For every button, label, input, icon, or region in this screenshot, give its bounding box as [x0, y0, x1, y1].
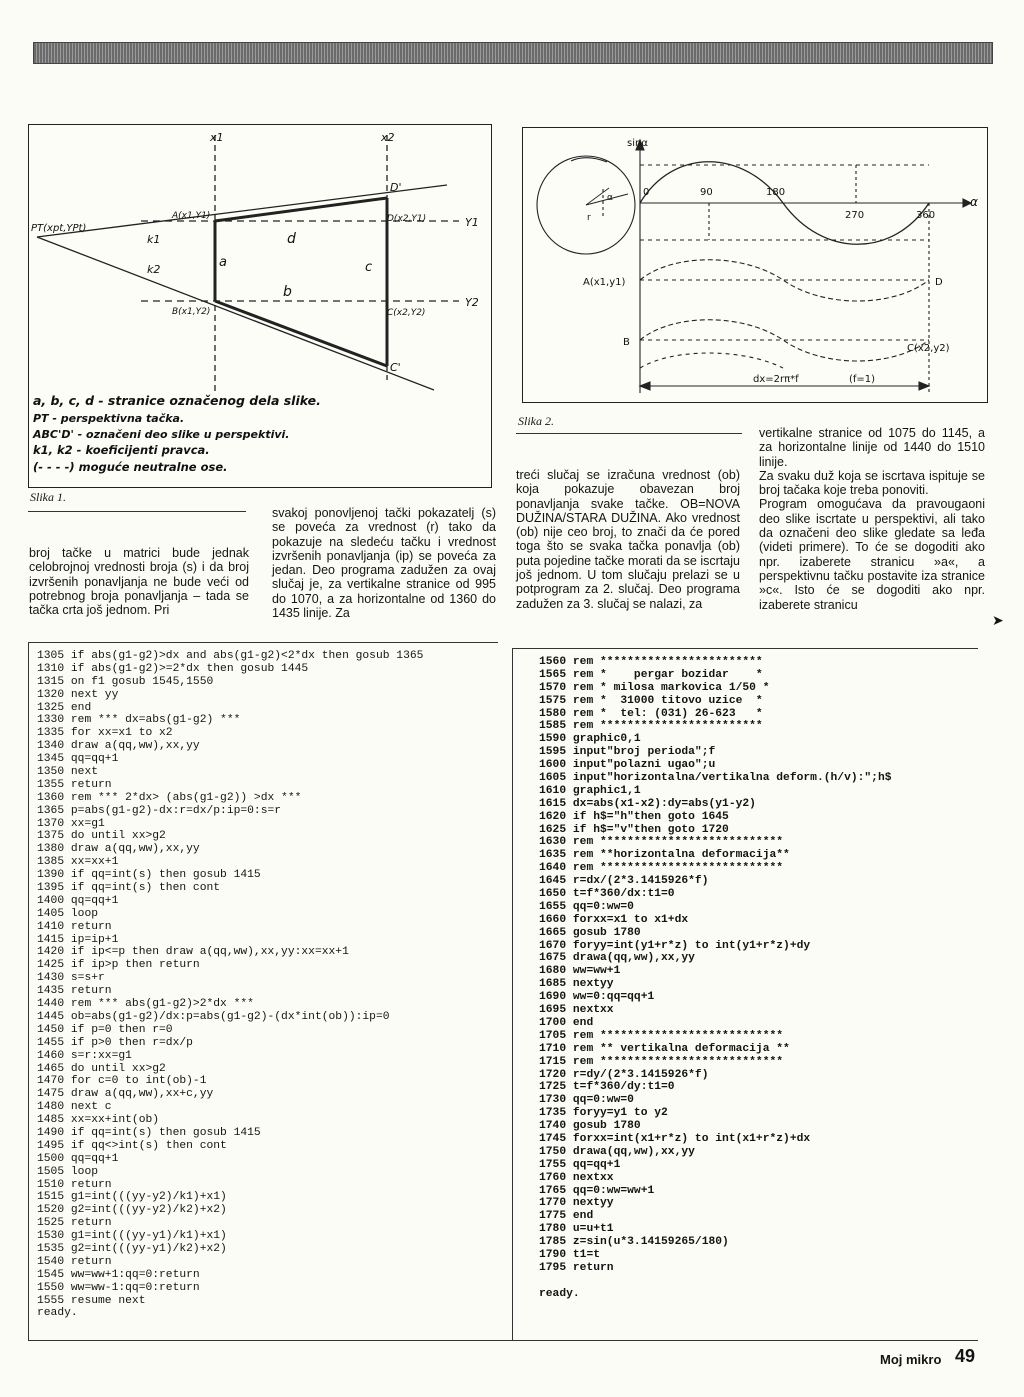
code-line: 1445 ob=abs(g1-g2)/dx:p=abs(g1-g2)-(dx*int(ob)):ip=0	[37, 1010, 390, 1023]
sine-diagram	[523, 128, 987, 402]
code-line: 1485 xx=xx+int(ob)	[37, 1114, 160, 1127]
code-line: 1455 if p>0 then r=dx/p	[37, 1036, 193, 1049]
code-line: 1355 return	[37, 778, 112, 791]
text-column-1: broj tačke u matrici bude jednak celobrojnoj vrednosti broja (s) i da broj izvršenih ponavljanja ne bude veći od potrebnog broja ponavljanja – tada se tačka crta još jednom. Pri	[29, 546, 249, 618]
code-line: ready.	[37, 1307, 78, 1320]
perspective-diagram	[29, 125, 491, 487]
figure-2	[522, 127, 988, 403]
code-line: 1665 gosub 1780	[539, 926, 641, 939]
label-alpha: α	[607, 193, 613, 203]
code-line: 1605 input"horizontalna/vertikalna deform.(h/v):";h$	[539, 772, 892, 785]
figure-2-caption: Slika 2.	[518, 414, 554, 428]
code-line: 1490 if qq=int(s) then gosub 1415	[37, 1126, 261, 1139]
caption-rule	[516, 433, 742, 434]
code-line: 1775 end	[539, 1210, 594, 1223]
code-line: 1475 draw a(qq,ww),xx+c,yy	[37, 1088, 214, 1101]
code-line: 1615 dx=abs(x1-x2):dy=abs(y1-y2)	[539, 797, 756, 810]
label-sin-alpha: sinα	[627, 138, 648, 149]
code-line: 1725 t=f*360/dy:t1=0	[539, 1081, 675, 1094]
label-point-b: B(x1,Y2)	[172, 307, 211, 317]
code-line: 1780 u=u+t1	[539, 1223, 614, 1236]
label-side-b: b	[283, 284, 292, 300]
code-line: 1390 if qq=int(s) then gosub 1415	[37, 869, 261, 882]
code-line: 1415 ip=ip+1	[37, 933, 119, 946]
tick-360: 360	[916, 210, 936, 221]
code-line: 1525 return	[37, 1217, 112, 1230]
code-line: 1425 if ip>p then return	[37, 959, 200, 972]
figure-1	[28, 124, 492, 488]
code-line: ready.	[539, 1287, 580, 1300]
code-line: 1700 end	[539, 1016, 594, 1029]
code-line: 1640 rem ***************************	[539, 862, 784, 875]
code-line: 1400 qq=qq+1	[37, 894, 119, 907]
page-number: 49	[955, 1346, 976, 1366]
listing-border	[512, 648, 978, 649]
code-line: 1590 graphic0,1	[539, 733, 641, 746]
code-line: 1715 rem ***************************	[539, 1055, 784, 1068]
code-line: 1635 rem **horizontalna deformacija**	[539, 849, 790, 862]
code-line: 1785 z=sin(u*3.14159265/180)	[539, 1236, 729, 1249]
label-x1: x1	[210, 131, 224, 144]
text-column-2: svakoj ponovljenoj tački pokazatelj (s) se poveća za vrednost (r) tako da pokazuje na sledeću tačku i vrednost izvršenih ponavljanja (ip) se poveća za jedan. Deo programa zadužen za ovaj slučaj je, za vertikalne stranice od 995 do 1070, a za horizontalne od 1360 do 1435 linije. Za	[272, 506, 496, 621]
label-k2: k2	[147, 263, 161, 276]
label-point-a: A(x1,Y1)	[172, 211, 211, 221]
code-line: 1695 nextxx	[539, 1004, 614, 1017]
code-line: 1645 r=dx/(2*3.1415926*f)	[539, 875, 709, 888]
code-line: 1790 t1=t	[539, 1248, 601, 1261]
code-line: 1795 return	[539, 1261, 614, 1274]
code-line: 1755 qq=qq+1	[539, 1158, 621, 1171]
label-d-prime: D'	[390, 181, 402, 194]
label-side-d: d	[287, 231, 296, 247]
label-y2: Y2	[465, 296, 479, 309]
code-line: 1360 rem *** 2*dx> (abs(g1-g2)) >dx ***	[37, 791, 302, 804]
code-line: 1750 drawa(qq,ww),xx,yy	[539, 1145, 695, 1158]
code-line: 1740 gosub 1780	[539, 1120, 641, 1133]
legend-line: (- - - -) moguće neutralne ose.	[33, 460, 228, 474]
code-line: 1330 rem *** dx=abs(g1-g2) ***	[37, 714, 241, 727]
code-line: 1650 t=f*360/dx:t1=0	[539, 888, 675, 901]
code-line: 1600 input"polazni ugao";u	[539, 759, 716, 772]
code-line	[539, 1275, 892, 1288]
listing-border	[28, 642, 29, 1340]
magazine-name: Moj mikro	[880, 1352, 942, 1367]
code-line: 1745 forxx=int(x1+r*z) to int(x1+r*z)+dx	[539, 1132, 811, 1145]
label-point-b: B	[623, 337, 630, 348]
code-line: 1585 rem ************************	[539, 720, 763, 733]
legend-line: a, b, c, d - stranice označenog dela slike.	[33, 393, 321, 408]
text-column-4: vertikalne stranice od 1075 do 1145, a za horizontalne linije od 1440 do 1510 linije. Za svaku duž koja se iscrtava ispituje se broj tačaka koje treba ponoviti. Program omogućava da pravougaoni deo slike iscrtate u perspektivi, ali tako da označeni deo slike gledate sa leđa (videti primere). To će se dogoditi ako npr. izaberete stranicu »a«, a perspektivnu tačku postavite iza stranice »c«. Isto će se dogoditi ako npr. izaberete stranicu	[759, 426, 985, 612]
caption-rule	[28, 511, 246, 512]
header-bar	[33, 42, 993, 64]
code-line: 1760 nextxx	[539, 1171, 614, 1184]
code-line: 1520 g2=int(((yy-y2)/k2)+x2)	[37, 1204, 227, 1217]
tick-180: 180	[766, 187, 786, 198]
code-line: 1610 graphic1,1	[539, 784, 641, 797]
code-line: 1410 return	[37, 920, 112, 933]
code-line: 1430 s=s+r	[37, 972, 105, 985]
code-line: 1735 foryy=y1 to y2	[539, 1107, 668, 1120]
code-line: 1535 g2=int(((yy-y1)/k2)+x2)	[37, 1242, 227, 1255]
code-line: 1730 qq=0:ww=0	[539, 1094, 634, 1107]
label-r: r	[587, 213, 591, 223]
code-line: 1705 rem ***************************	[539, 1029, 784, 1042]
code-line: 1370 xx=g1	[37, 817, 105, 830]
code-line: 1450 if p=0 then r=0	[37, 1023, 173, 1036]
code-line: 1335 for xx=x1 to x2	[37, 727, 173, 740]
code-line: 1670 foryy=int(y1+r*z) to int(y1+r*z)+dy	[539, 939, 811, 952]
label-point-a: A(x1,y1)	[583, 277, 626, 288]
continue-arrow-icon: ➤	[992, 612, 1004, 628]
label-side-c: c	[365, 260, 373, 275]
code-line: 1540 return	[37, 1255, 112, 1268]
code-line: 1310 if abs(g1-g2)>=2*dx then gosub 1445	[37, 662, 309, 675]
label-f: (f=1)	[849, 374, 876, 385]
code-line: 1345 qq=qq+1	[37, 753, 119, 766]
tick-0: 0	[643, 187, 650, 198]
code-line: 1350 next	[37, 766, 99, 779]
code-line: 1550 ww=ww-1:qq=0:return	[37, 1281, 200, 1294]
code-line: 1460 s=r:xx=g1	[37, 1049, 132, 1062]
listing-border	[28, 642, 498, 643]
label-dx: dx=2rπ*f	[753, 374, 799, 385]
code-line: 1305 if abs(g1-g2)>dx and abs(g1-g2)<2*dx then gosub 1365	[37, 650, 424, 662]
code-line: 1630 rem ***************************	[539, 836, 784, 849]
code-line: 1505 loop	[37, 1165, 99, 1178]
code-line: 1655 qq=0:ww=0	[539, 900, 634, 913]
code-line: 1690 ww=0:qq=qq+1	[539, 991, 655, 1004]
code-line: 1595 input"broj perioda";f	[539, 746, 716, 759]
code-line: 1510 return	[37, 1178, 112, 1191]
code-line: 1470 for c=0 to int(ob)-1	[37, 1075, 207, 1088]
code-line: 1320 next yy	[37, 688, 119, 701]
code-line: 1395 if qq=int(s) then cont	[37, 882, 221, 895]
code-line: 1685 nextyy	[539, 978, 614, 991]
code-line: 1365 p=abs(g1-g2)-dx:r=dx/p:ip=0:s=r	[37, 804, 282, 817]
label-point-d: D	[935, 277, 943, 288]
code-line: 1570 rem * milosa markovica 1/50 *	[539, 681, 770, 694]
code-line: 1720 r=dy/(2*3.1415926*f)	[539, 1068, 709, 1081]
listing-border	[28, 1340, 978, 1341]
code-line: 1340 draw a(qq,ww),xx,yy	[37, 740, 200, 753]
tick-90: 90	[700, 187, 713, 198]
code-line: 1515 g1=int(((yy-y2)/k1)+x1)	[37, 1191, 227, 1204]
label-point-c: C(x2,y2)	[907, 343, 950, 354]
code-line: 1380 draw a(qq,ww),xx,yy	[37, 843, 200, 856]
code-line: 1420 if ip<=p then draw a(qq,ww),xx,yy:xx=xx+1	[37, 946, 349, 959]
code-line: 1675 drawa(qq,ww),xx,yy	[539, 952, 695, 965]
legend-line: k1, k2 - koeficijenti pravca.	[33, 443, 210, 457]
code-line: 1480 next c	[37, 1101, 112, 1114]
code-line: 1435 return	[37, 985, 112, 998]
label-x2: x2	[381, 131, 395, 144]
code-line: 1580 rem * tel: (031) 26-623 *	[539, 707, 763, 720]
code-line: 1680 ww=ww+1	[539, 965, 621, 978]
legend-line: PT - perspektivna tačka.	[33, 412, 185, 425]
code-line: 1500 qq=qq+1	[37, 1152, 119, 1165]
code-line: 1555 resume next	[37, 1294, 146, 1307]
figure-1-caption: Slika 1.	[30, 490, 66, 504]
code-line: 1465 do until xx>g2	[37, 1062, 166, 1075]
label-point-d: D(x2,Y1)	[387, 214, 427, 224]
code-line: 1565 rem * pergar bozidar *	[539, 668, 763, 681]
label-k1: k1	[147, 233, 161, 246]
code-line: 1765 qq=0:ww=ww+1	[539, 1184, 655, 1197]
label-c-prime: C'	[390, 361, 401, 374]
code-line: 1440 rem *** abs(g1-g2)>2*dx ***	[37, 998, 254, 1011]
axis-alpha: α	[970, 195, 978, 209]
code-line: 1660 forxx=x1 to x1+dx	[539, 913, 689, 926]
code-line: 1545 ww=ww+1:qq=0:return	[37, 1268, 200, 1281]
tick-270: 270	[845, 210, 865, 221]
code-line: 1375 do until xx>g2	[37, 830, 166, 843]
code-line: 1625 if h$="v"then goto 1720	[539, 823, 729, 836]
code-line: 1385 xx=xx+1	[37, 856, 119, 869]
code-line: 1575 rem * 31000 titovo uzice *	[539, 694, 763, 707]
label-side-a: a	[219, 255, 227, 270]
code-line: 1770 nextyy	[539, 1197, 614, 1210]
label-y1: Y1	[465, 216, 479, 229]
legend-line: ABC'D' - označeni deo slike u perspektivi.	[33, 428, 290, 441]
code-listing-left	[37, 650, 423, 1320]
code-line: 1325 end	[37, 701, 92, 714]
code-line: 1315 on f1 gosub 1545,1550	[37, 675, 214, 688]
label-point-c: C(x2,Y2)	[387, 308, 426, 318]
code-line: 1710 rem ** vertikalna deformacija **	[539, 1042, 790, 1055]
text-column-3: treći slučaj se izračuna vrednost (ob) koja pokazuje obavezan broj ponavljanja svake tačke. OB=NOVA DUŽINA/STARA DUŽINA. Ako vrednost (ob) nije ceo broj, to znači da će pored toga što se svaka tačka ponavlja (ob) puta pojedine tačke morati da se iscrtaju još jednom. U tom slučaju prelazi se u potprogram za 2. slučaj. Deo programa zadužen za 3. slučaj se nalazi, za	[516, 468, 740, 611]
code-line: 1495 if qq<>int(s) then cont	[37, 1139, 227, 1152]
code-line: 1530 g1=int(((yy-y1)/k1)+x1)	[37, 1230, 227, 1243]
code-listing-right	[539, 656, 892, 1301]
code-line: 1405 loop	[37, 907, 99, 920]
code-line: 1620 if h$="h"then goto 1645	[539, 810, 729, 823]
label-pt: PT(xpt,YPt)	[31, 223, 87, 234]
code-line: 1560 rem ************************	[539, 656, 763, 668]
listing-border	[512, 648, 513, 1340]
